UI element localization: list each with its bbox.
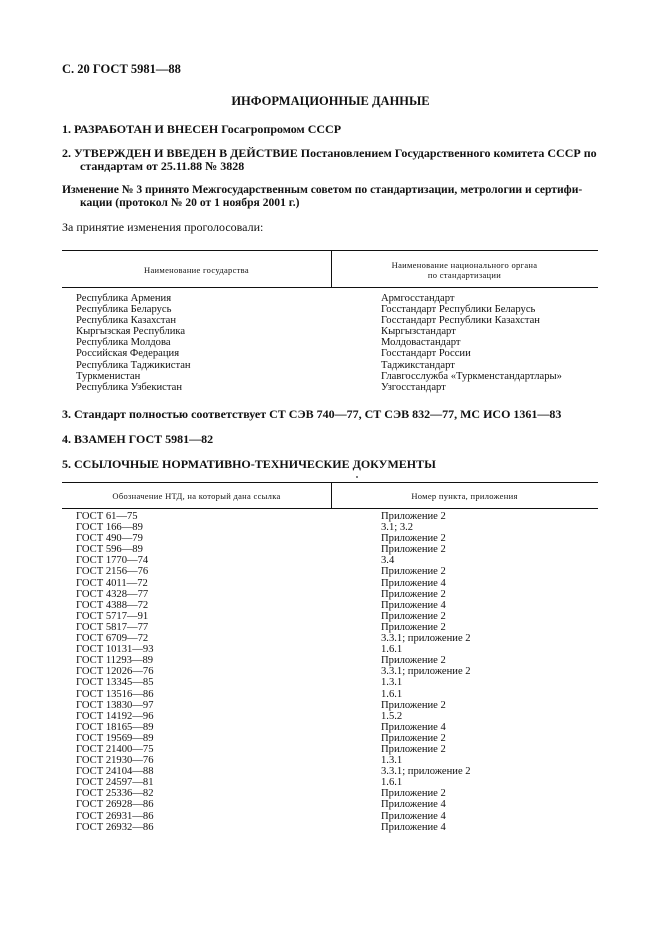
section-1: 1. РАЗРАБОТАН И ВНЕСЕН Госагропромом СССР: [62, 122, 342, 136]
table1-states-column: [76, 293, 191, 393]
print-speck: [356, 476, 358, 478]
table-row: Узгосстандарт: [381, 381, 446, 393]
table-row: Главгосслужба «Туркменстандартлары»: [381, 370, 562, 382]
section-3: 3. Стандарт полностью соответствует СТ СЭВ 740—77, СТ СЭВ 832—77, МС ИСО 1361—83: [62, 407, 562, 421]
table-row: Приложение 4: [381, 577, 446, 589]
table-row: ГОСТ 12026—76: [76, 666, 154, 678]
section-5: 5. ССЫЛОЧНЫЕ НОРМАТИВНО-ТЕХНИЧЕСКИЕ ДОКУМЕНТЫ: [62, 457, 436, 471]
table-row: Приложение 2: [381, 533, 446, 545]
table2-refs-column: [381, 511, 471, 833]
table-row: ГОСТ 13830—97: [76, 699, 154, 711]
table-row: ГОСТ 21400—75: [76, 743, 154, 755]
table-row: 1.6.1: [381, 777, 403, 789]
table-row: Таджикстандарт: [381, 359, 455, 371]
table-row: ГОСТ 5717—91: [76, 610, 149, 622]
table-row: 3.3.1; приложение 2: [381, 766, 471, 778]
table2-top-rule: [62, 482, 598, 483]
table-row: Приложение 2: [381, 732, 446, 744]
table-row: 3.1; 3.2: [381, 522, 414, 534]
table-row: 3.3.1; приложение 2: [381, 633, 471, 645]
table-row: Приложение 2: [381, 511, 446, 522]
table-row: 1.5.2: [381, 710, 403, 722]
voted-text: За принятие изменения проголосовали:: [62, 220, 264, 234]
table-row: Госстандарт Республики Казахстан: [381, 315, 540, 327]
table-row: Приложение 2: [381, 588, 446, 600]
table-row: Приложение 2: [381, 544, 446, 556]
table2-header-rule: [62, 508, 598, 509]
table-row: Приложение 4: [381, 821, 446, 833]
table-row: 1.6.1: [381, 688, 403, 700]
table2-col1-header: Обозначение НТД, на который дана ссылка: [112, 491, 281, 501]
table-row: ГОСТ 2156—76: [76, 566, 149, 578]
table-row: ГОСТ 25336—82: [76, 788, 154, 800]
table-row: 1.3.1: [381, 755, 403, 767]
table-row: ГОСТ 26932—86: [76, 821, 154, 833]
table-row: Кыргызская Республика: [76, 326, 186, 338]
table-row: ГОСТ 1770—74: [76, 555, 149, 567]
table-row: ГОСТ 596—89: [76, 544, 143, 556]
table-row: Приложение 2: [381, 788, 446, 800]
section-2-line1: 2. УТВЕРЖДЕН И ВВЕДЕН В ДЕЙСТВИЕ Постановлением Государственного комитета СССР по: [62, 146, 597, 160]
table1-bodies-column: [381, 293, 562, 393]
page-header: С. 20 ГОСТ 5981—88: [62, 62, 181, 76]
table-row: Российская Федерация: [76, 348, 180, 360]
table2-docs-column: [76, 511, 154, 833]
table-row: Республика Казахстан: [76, 315, 177, 327]
table-row: 3.3.1; приложение 2: [381, 666, 471, 678]
table-row: ГОСТ 166—89: [76, 522, 143, 534]
table-row: Приложение 2: [381, 566, 446, 578]
table2-col2-header: Номер пункта, приложения: [411, 491, 518, 501]
table-row: ГОСТ 21930—76: [76, 755, 154, 767]
table-row: ГОСТ 61—75: [76, 511, 138, 522]
table-row: Республика Армения: [76, 293, 172, 304]
page-title: ИНФОРМАЦИОННЫЕ ДАННЫЕ: [231, 94, 430, 108]
table-row: Республика Беларусь: [76, 304, 172, 316]
section-2-line2: стандартам от 25.11.88 № 3828: [80, 159, 245, 173]
table-row: Молдовастандарт: [381, 337, 461, 349]
table-row: ГОСТ 18165—89: [76, 721, 154, 733]
table-row: ГОСТ 14192—96: [76, 710, 154, 722]
table-row: Приложение 2: [381, 655, 446, 667]
table-row: Кыргызстандарт: [381, 326, 456, 338]
table-row: 1.6.1: [381, 644, 403, 656]
table-row: Приложение 4: [381, 799, 446, 811]
table-row: ГОСТ 24597—81: [76, 777, 154, 789]
table-row: ГОСТ 6709—72: [76, 633, 149, 645]
table-row: ГОСТ 5817—77: [76, 621, 149, 633]
table-row: ГОСТ 19569—89: [76, 732, 154, 744]
table-row: ГОСТ 13345—85: [76, 677, 154, 689]
table-row: ГОСТ 4328—77: [76, 588, 149, 600]
table-row: 1.3.1: [381, 677, 403, 689]
section-4: 4. ВЗАМЕН ГОСТ 5981—82: [62, 432, 214, 446]
amendment-line2: кации (протокол № 20 от 1 ноября 2001 г.): [80, 196, 300, 209]
table-row: ГОСТ 13516—86: [76, 688, 154, 700]
table-row: Туркменистан: [76, 370, 141, 382]
table-row: ГОСТ 26931—86: [76, 810, 154, 822]
amendment-line1: Изменение № 3 принято Межгосударственным советом по стандартизации, метрологии и сертифи-: [62, 183, 583, 196]
table-row: ГОСТ 11293—89: [76, 655, 154, 667]
table1-col2-header-line1: Наименование национального органа: [391, 260, 538, 270]
table-row: 3.4: [381, 555, 395, 567]
table-row: Приложение 2: [381, 610, 446, 622]
table1-header-rule: [62, 287, 598, 288]
table-row: Госстандарт России: [381, 348, 471, 360]
table-row: Армгосстандарт: [381, 293, 455, 304]
table-row: ГОСТ 490—79: [76, 533, 143, 545]
table-row: ГОСТ 4388—72: [76, 599, 149, 611]
table-row: Республика Молдова: [76, 337, 171, 349]
table-row: Госстандарт Республики Беларусь: [381, 304, 536, 316]
table1-col1-header: Наименование государства: [144, 265, 249, 275]
table-row: Республика Таджикистан: [76, 359, 191, 371]
table-row: Приложение 4: [381, 599, 446, 611]
table-row: Приложение 2: [381, 621, 446, 633]
table-row: ГОСТ 10131—93: [76, 644, 154, 656]
table1-top-rule: [62, 250, 598, 251]
table-row: Приложение 2: [381, 743, 446, 755]
table-row: ГОСТ 26928—86: [76, 799, 154, 811]
table1-col2-header-line2: по стандартизации: [427, 270, 502, 280]
table-row: Приложение 4: [381, 721, 446, 733]
table-row: ГОСТ 4011—72: [76, 577, 148, 589]
table-row: Приложение 2: [381, 699, 446, 711]
table-row: Республика Узбекистан: [76, 381, 183, 393]
table-row: Приложение 4: [381, 810, 446, 822]
table-row: ГОСТ 24104—88: [76, 766, 154, 778]
